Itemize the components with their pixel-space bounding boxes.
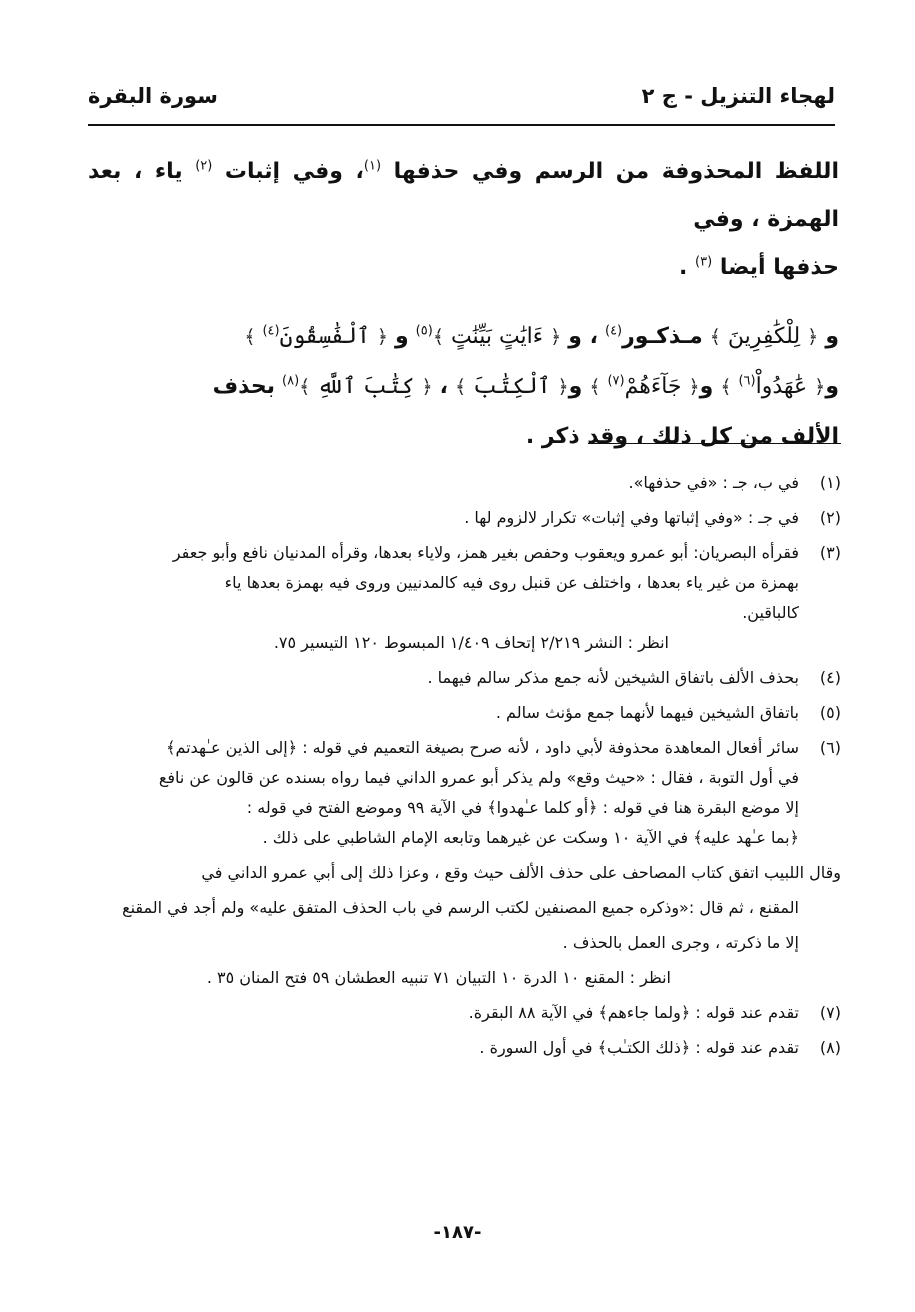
footnote-text: كالباقين. <box>742 603 799 622</box>
footnotes <box>70 468 841 1068</box>
text-run: ، و <box>568 324 598 349</box>
ornate-bracket-open-icon: ﴿ <box>688 376 700 398</box>
footnote-item <box>70 1033 841 1063</box>
ornate-bracket-open-icon: ﴿ <box>807 326 819 348</box>
book-title: لهجاء التنزيل - ج ٢ <box>641 84 835 108</box>
quran-word: كِتَٰبَ ٱللَّهِ <box>317 374 415 399</box>
text-run: ، <box>439 374 449 399</box>
footnote-number: (٤) <box>819 668 841 687</box>
footnote-text: فقرأه البصريان: أبو عمرو ويعقوب وحفص بغير همز، ولاياء بعدها، وقرأه المدنيان نافع وأبو جعفر <box>172 543 799 562</box>
page-header <box>88 84 835 120</box>
footnote-text: في ب، جـ : «في حذفها». <box>628 473 799 492</box>
ornate-bracket-close-icon: ﴾ <box>589 376 601 398</box>
footnote-number: (٦) <box>819 738 841 757</box>
footnote-continuation: إلا ما ذكرته ، وجرى العمل بالحذف . <box>562 933 799 952</box>
footnote-reference: انظر : المقنع ١٠ الدرة ١٠ التبيان ٧١ تنبيه العطشان ٥٩ فتح المنان ٣٥ . <box>206 968 671 987</box>
text-run: ، وفي إثبات <box>212 159 364 184</box>
text-run: و <box>699 374 714 399</box>
main-paragraph <box>88 148 839 292</box>
quran-word: ٱلْفَٰسِقُونَ <box>279 324 370 349</box>
verse-line-3: الألف من كل ذلك ، وقد ذكر . <box>525 424 839 449</box>
ornate-bracket-close-icon: ﴾ <box>455 376 467 398</box>
ornate-bracket-close-icon: ﴾ <box>299 376 311 398</box>
header-rule <box>88 124 835 126</box>
footnote-item <box>70 698 841 728</box>
footnote-reference: انظر : النشر ٢/٢١٩ إتحاف ١/٤٠٩ المبسوط ١٢٠ التيسير ٧٥. <box>273 633 669 652</box>
footnote-text: بحذف الألف باتفاق الشيخين لأنه جمع مذكر سالم فيهما . <box>427 668 799 687</box>
main-text <box>88 148 839 462</box>
footnote-ref: (٢) <box>195 158 213 174</box>
text-run: و <box>568 374 583 399</box>
ornate-bracket-open-icon: ﴿ <box>814 376 826 398</box>
ornate-bracket-open-icon: ﴿ <box>421 376 433 398</box>
footnote-text: إلا موضع البقرة هنا في قوله : ﴿أو كلما عـٰهدوا﴾ في الآية ٩٩ وموضع الفتح في قوله : <box>246 798 799 817</box>
ornate-bracket-close-icon: ﴾ <box>720 376 732 398</box>
footnote-ref: (٣) <box>695 254 713 270</box>
footnote-item <box>70 733 841 853</box>
footnote-number: (١) <box>819 473 841 492</box>
footnote-number: (٣) <box>819 543 841 562</box>
footnote-item <box>70 468 841 498</box>
footnote-text: تقدم عند قوله : ﴿ذلك الكتـٰب﴾ في أول السورة . <box>479 1038 799 1057</box>
ornate-bracket-open-icon: ﴿ <box>376 326 388 348</box>
footnote-number: (٥) <box>819 703 841 722</box>
ornate-bracket-close-icon: ﴾ <box>432 326 444 348</box>
text-run: و <box>825 374 839 399</box>
ornate-bracket-open-icon: ﴿ <box>550 326 562 348</box>
text-run: و <box>825 324 839 349</box>
text-run: ياء ، بعد الهمزة ، وفي <box>88 159 839 232</box>
footnote-item <box>70 663 841 693</box>
footnote-ref: (١) <box>363 158 382 174</box>
footnote-continuation: المقنع ، ثم قال :«وذكره جميع المصنفين لكتب الرسم في باب الحذف المتفق عليه» ولم أجد في المقنع <box>122 898 799 917</box>
footnote-text: ﴿بما عـٰهد عليه﴾ في الآية ١٠ وسكت عن غيرهما وتابعه الإمام الشاطبي على ذلك . <box>262 828 799 847</box>
footnote-item <box>70 998 841 1028</box>
footnote-number: (٢) <box>819 508 841 527</box>
footnote-text: باتفاق الشيخين فيهما لأنهما جمع مؤنث سالم . <box>495 703 799 722</box>
footnote-ref: (٦) <box>738 373 756 389</box>
footnote-text: بهمزة من غير ياء بعدها ، واختلف عن قنبل روى فيه كالمدنيين وروى فيه بهمزة بعدها ياء <box>224 573 799 592</box>
footnote-continuation: وقال اللبيب اتفق كتاب المصاحف على حذف الألف حيث وقع ، وعزا ذلك إلى أبي عمرو الداني في <box>201 863 841 882</box>
footnote-text: سائر أفعال المعاهدة محذوفة لأبي داود ، لأنه صرح بصيغة التعميم في قوله : ﴿إلى الذين عـٰهدتم﴾ <box>166 738 799 757</box>
quran-word: لِلْكَٰفِرِينَ <box>727 324 801 349</box>
page-number: -١٨٧- <box>433 1222 482 1243</box>
text-run: و <box>394 324 409 349</box>
footnote-number: (٨) <box>819 1038 841 1057</box>
text-run: . <box>679 255 696 280</box>
quran-word: ٱلْكِتَٰبَ <box>473 374 551 399</box>
footnote-ref: (٨) <box>282 373 300 389</box>
footnote-ref: (٥) <box>415 323 433 339</box>
quran-words-block <box>88 312 839 462</box>
quran-word: عَٰهَدُواْ <box>755 374 808 399</box>
footnote-text: في أول التوبة ، فقال : «حيث وقع» ولم يذكر أبو عمرو الداني فيما رواه بسنده عن قالون عن نافع <box>158 768 799 787</box>
verse-line-1 <box>88 312 839 362</box>
footnote-ref: (٤) <box>262 323 280 339</box>
text-run: مـذكـور <box>622 324 703 349</box>
footnote-item <box>70 538 841 658</box>
footnote-number: (٧) <box>819 1003 841 1022</box>
quran-word: جَآءَهُمْ <box>624 374 682 399</box>
footnote-text: في جـ : «وفي إثباتها وفي إثبات» تكرار لالزوم لها . <box>464 508 799 527</box>
ornate-bracket-close-icon: ﴾ <box>709 326 721 348</box>
surah-title: سورة البقرة <box>88 84 218 108</box>
ornate-bracket-close-icon: ﴾ <box>244 326 256 348</box>
text-run: اللفظ المحذوفة من الرسم وفي حذفها <box>381 159 839 184</box>
footnote-item <box>70 503 841 533</box>
quran-word: ءَايَٰتٍ بَيِّنَٰتٍ <box>450 324 544 349</box>
footnote-ref: (٧) <box>607 373 625 389</box>
footnote-text: تقدم عند قوله : ﴿ولما جاءهم﴾ في الآية ٨٨ البقرة. <box>468 1003 799 1022</box>
text-run: بحذف <box>212 374 275 399</box>
ornate-bracket-open-icon: ﴿ <box>557 376 569 398</box>
text-run: حذفها أيضا <box>712 255 839 280</box>
footnote-separator <box>588 443 841 444</box>
verse-line-2 <box>88 362 839 412</box>
footnote-ref: (٤) <box>604 323 623 339</box>
